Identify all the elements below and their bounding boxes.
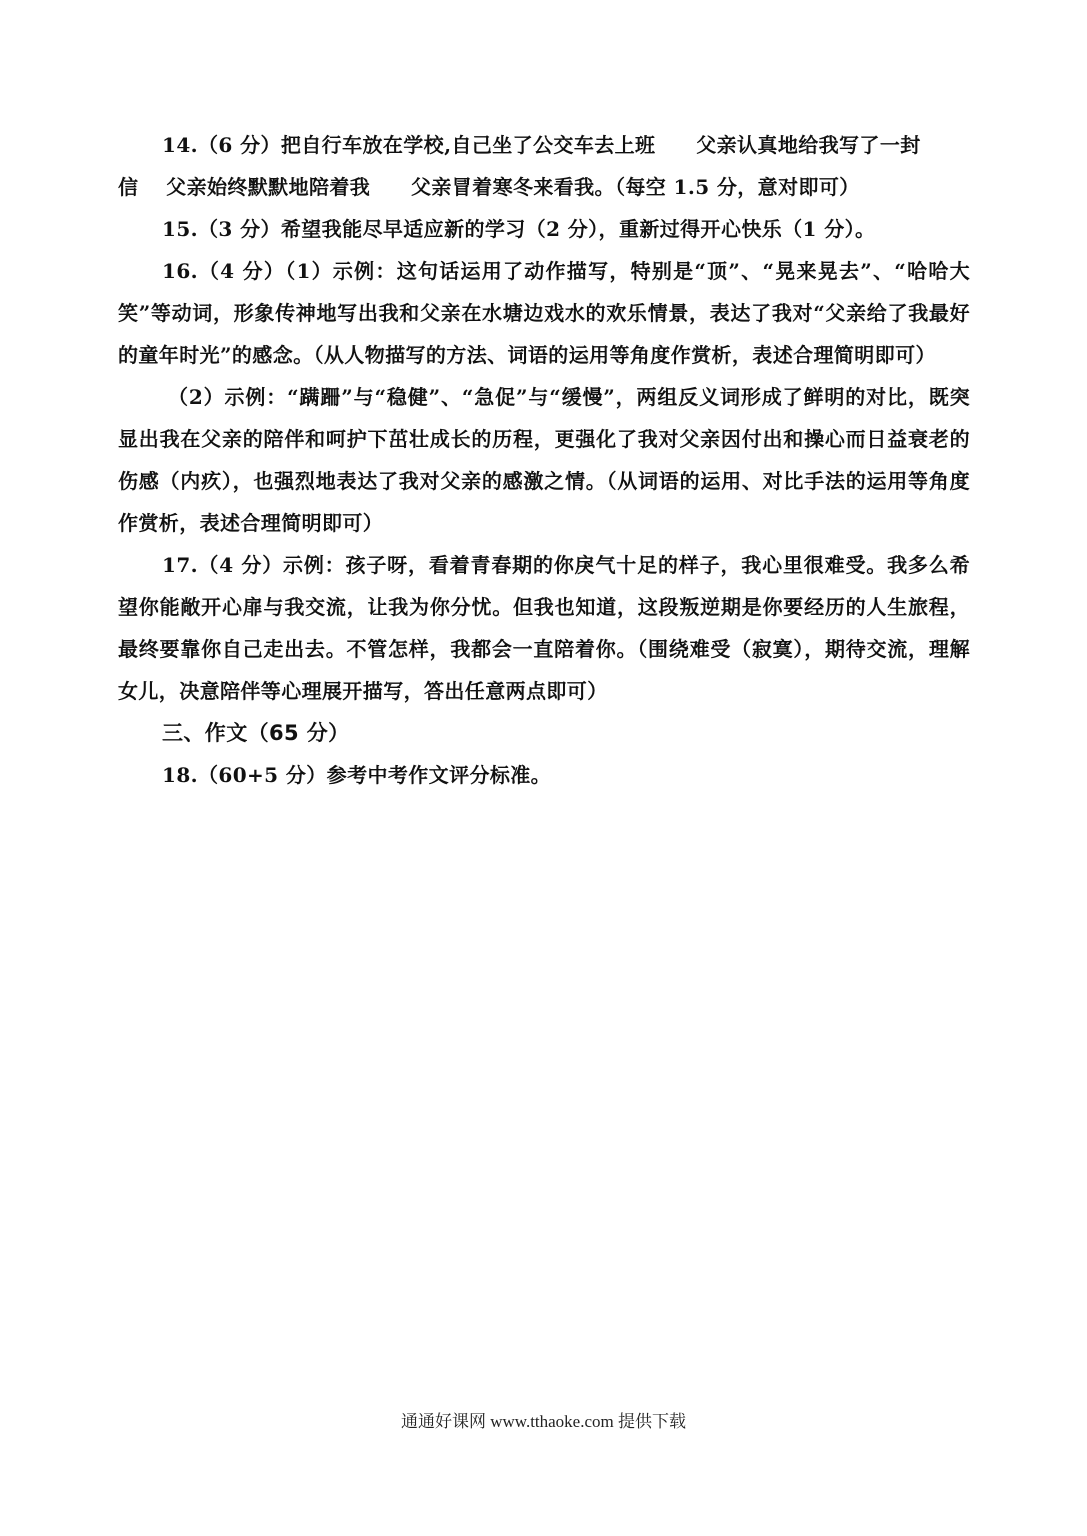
answer-14-line-2: 信 父亲始终默默地陪着我 父亲冒着寒冬来看我。（每空 1.5 分，意对即可） [118,175,860,199]
answer-17: 17.（4 分）示例：孩子呀，看着青春期的你戾气十足的样子，我心里很难受。我多么希望你能敞开心扉与我交流，让我为你分忧。但我也知道，这段叛逆期是你要经历的人生旅程，最终要靠你自己走出去。不管怎样，我都会一直陪着你。（围绕难受（寂寞），期待交流，理解女儿，决意陪伴等心理展开描写，答出任意两点即可） [118,553,970,703]
answer-18: 18.（60+5 分）参考中考作文评分标准。 [162,763,552,787]
answer-15: 15.（3 分）希望我能尽早适应新的学习（2 分），重新过得开心快乐（1 分）。 [162,217,876,241]
answer-16-part-2: （2）示例：“蹒跚”与“稳健”、“急促”与“缓慢”，两组反义词形成了鲜明的对比，既突显出我在父亲的陪伴和呵护下茁壮成长的历程，更强化了我对父亲因付出和操心而日益衰老的伤感（内疚），也强烈地表达了我对父亲的感激之情。（从词语的运用、对比手法的运用等角度作赏析，表述合理简明即可） [118,385,970,535]
answer-16-part-1: 16.（4 分）（1）示例：这句话运用了动作描写，特别是“顶”、“晃来晃去”、“哈哈大笑”等动词，形象传神地写出我和父亲在水塘边戏水的欢乐情景，表达了我对“父亲给了我最好的童年时光”的感念。（从人物描写的方法、词语的运用等角度作赏析，表述合理简明即可） [118,259,970,367]
page-footer: 通通好课网 www.tthaoke.com 提供下载 [400,1412,687,1431]
answer-key-body [118,124,970,796]
section-3-heading: 三、作文（65 分） [162,721,350,745]
answer-14-line-1: 14.（6 分）把自行车放在学校,自己坐了公交车去上班 父亲认真地给我写了一封 [162,133,921,157]
